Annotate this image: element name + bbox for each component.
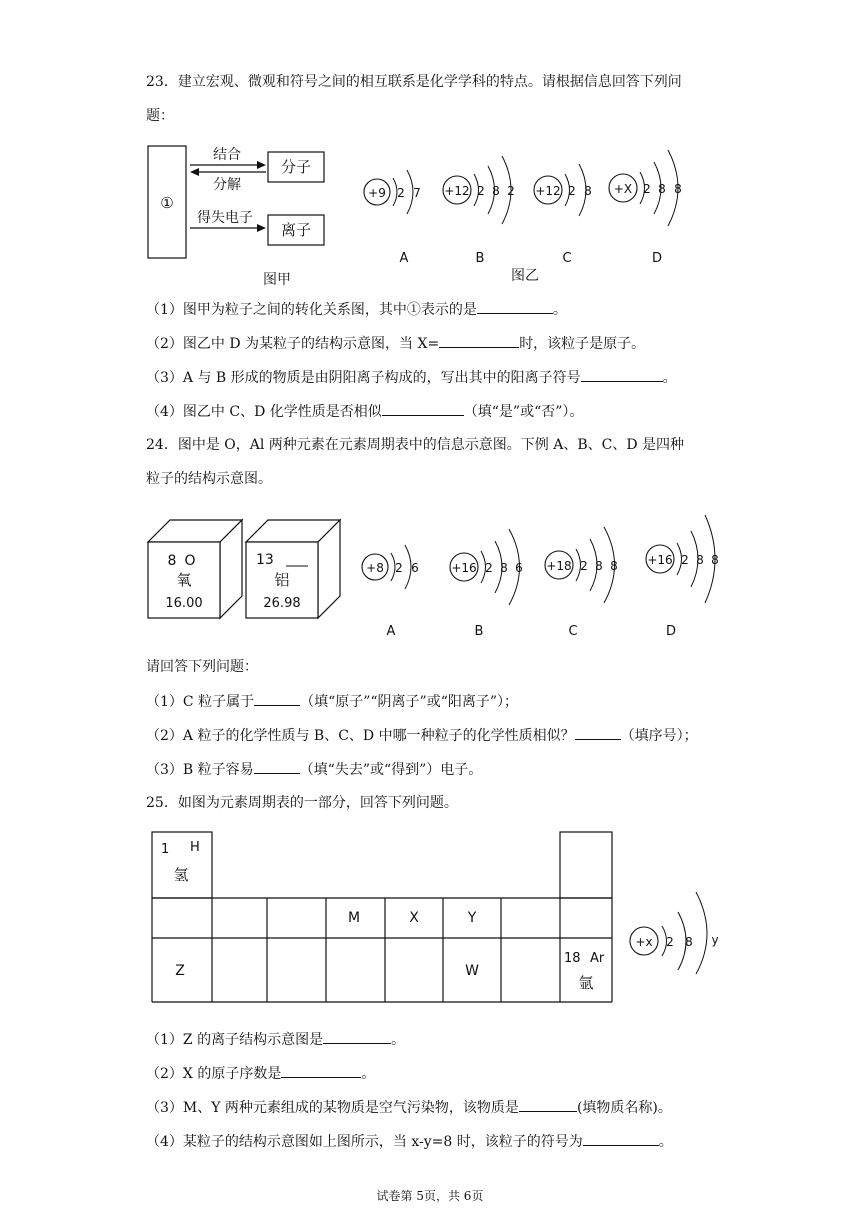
oxygen-mass: 16.00 (165, 596, 203, 611)
nucleus-b: +16 (451, 561, 477, 575)
shell-2: 8 (685, 935, 693, 949)
shell-c-2: 8 (584, 184, 592, 198)
q25-sub3: （3）M、Y 两种元素组成的某物质是空气污染物，该物质是 (填物质名称)。 (146, 1097, 672, 1118)
shell-a-1: 2 (397, 186, 405, 200)
answer-blank[interactable] (281, 1063, 361, 1078)
atom-diagram-d (609, 150, 682, 266)
nucleus-a: +8 (366, 561, 384, 575)
ar-symbol: Ar (590, 951, 605, 966)
q25-sub1: （1）Z 的离子结构示意图是 。 (146, 1029, 405, 1050)
shell-b-3: 2 (507, 184, 515, 198)
atom-diagram-c (545, 527, 618, 639)
q23-sub1: （1）图甲为粒子之间的转化关系图，其中①表示的是 。 (146, 299, 567, 320)
cell-y: Y (467, 910, 477, 926)
molecule-label: 分子 (280, 158, 312, 176)
q25-sub2: （2）X 的原子序数是 。 (146, 1063, 375, 1084)
h-symbol: H (190, 840, 200, 855)
answer-blank[interactable] (382, 401, 464, 416)
nucleus-b: +12 (444, 184, 470, 198)
fig-yi-caption: 图乙 (511, 268, 539, 284)
oxygen-number: 8 (167, 553, 177, 569)
shell-c-3: 8 (610, 559, 618, 573)
q24-stem-line2: 粒子的结构示意图。 (146, 471, 272, 487)
answer-blank[interactable] (583, 1131, 659, 1146)
label-c: C (568, 624, 578, 639)
shell-c-1: 2 (580, 559, 588, 573)
aluminum-mass: 26.98 (263, 596, 301, 611)
aluminum-number: 13 (256, 552, 274, 568)
label-b: B (475, 251, 485, 266)
figure-yi (355, 132, 695, 290)
answer-blank[interactable] (439, 333, 519, 348)
circle-label: ① (160, 194, 174, 212)
atom-diagram-a (362, 545, 419, 639)
shell-a-1: 2 (395, 561, 403, 575)
label-d: D (651, 251, 663, 266)
q25-stem: 25．如图为元素周期表的一部分，回答下列问题。 (146, 795, 458, 811)
aluminum-name: 铝 (274, 571, 290, 589)
q24-sub1: （1）C 粒子属于 （填“原子”“阴离子”或“阳离子”）； (146, 691, 518, 712)
answer-blank[interactable] (477, 299, 553, 314)
cell-z: Z (175, 963, 185, 979)
shell-d-3: 8 (674, 182, 682, 196)
ar-number: 18 (564, 951, 581, 966)
ion-label: 离子 (280, 221, 312, 239)
arrow-head-left (190, 168, 199, 176)
arrow-mid-label: 分解 (213, 177, 241, 193)
shell-a-2: 7 (413, 186, 421, 200)
figure-jia (140, 138, 345, 288)
shell-d-3: 8 (711, 553, 719, 567)
shell-a-2: 6 (411, 561, 419, 575)
element-tile-oxygen (148, 520, 242, 618)
q24-stem-line1: 24．图中是 O，Al 两种元素在元素周期表中的信息示意图。下例 A、B、C、D 是四种 (146, 437, 685, 453)
particle-diagrams-24 (355, 505, 725, 645)
atom-diagram-b (450, 529, 523, 639)
element-tiles (140, 512, 350, 622)
periodic-table-fragment (148, 828, 618, 1008)
nucleus-d: +16 (647, 553, 673, 567)
answer-blank[interactable] (519, 1097, 577, 1112)
answer-blank[interactable] (254, 691, 300, 706)
shell-b-3: 6 (515, 561, 523, 575)
shell-b-1: 2 (485, 561, 493, 575)
answer-blank[interactable] (323, 1029, 391, 1044)
page-footer: 试卷第 5页，共 6页 (376, 1189, 484, 1203)
oxygen-name: 氧 (176, 571, 192, 589)
label-c: C (562, 251, 572, 266)
shell-1: 2 (666, 935, 674, 949)
label-b: B (474, 624, 484, 639)
nucleus-c: +18 (546, 559, 572, 573)
atom-diagram-c (534, 164, 592, 266)
q24-sub2: （2）A 粒子的化学性质与 B、C、D 中哪一种粒子的化学性质相似？ （填序号）； (146, 725, 698, 746)
shell-d-2: 8 (696, 553, 704, 567)
fig-jia-caption: 图甲 (263, 272, 291, 288)
q23-sub3: （3）A 与 B 形成的物质是由阴阳离子构成的，写出其中的阳离子符号 。 (146, 367, 677, 388)
q23-sub4: （4）图乙中 C、D 化学性质是否相似 （填“是”或“否”）。 (146, 401, 583, 422)
nucleus-d: +X (613, 182, 633, 196)
h-name: 氢 (173, 866, 189, 884)
q23-stem-line1: 23．建立宏观、微观和符号之间的相互联系是化学学科的特点。请根据信息回答下列问 (146, 74, 682, 90)
cell-w: W (465, 963, 479, 979)
label-d: D (665, 624, 677, 639)
nucleus-x: +x (635, 935, 653, 949)
shell-c-2: 8 (595, 559, 603, 573)
cell-m: M (347, 910, 361, 926)
cell-x: X (409, 910, 419, 926)
arrow-top-label: 结合 (213, 147, 241, 163)
answer-blank[interactable] (581, 367, 663, 382)
q24-prompt: 请回答下列问题： (146, 659, 258, 675)
atom-diagram-b (443, 156, 515, 266)
atom-diagram-a (364, 170, 421, 266)
label-a: A (399, 251, 409, 266)
shell-b-1: 2 (477, 184, 485, 198)
nucleus-a: +9 (368, 186, 386, 200)
arrow-head-right-2 (257, 224, 266, 232)
q23-sub2: （2）图乙中 D 为某粒子的结构示意图，当 X= 时，该粒子是原子。 (146, 333, 645, 354)
shell-b-2: 8 (500, 561, 508, 575)
arrow-head-right (257, 161, 266, 169)
label-a: A (386, 624, 396, 639)
nucleus-c: +12 (535, 184, 561, 198)
oxygen-symbol: O (184, 553, 196, 569)
arrow-bottom-label: 得失电子 (197, 210, 253, 226)
answer-blank[interactable] (254, 759, 300, 774)
shell-d-1: 2 (643, 182, 651, 196)
q24-sub3: （3）B 粒子容易 （填“失去”或“得到”）电子。 (146, 759, 482, 780)
q25-sub4: （4）某粒子的结构示意图如上图所示，当 x-y=8 时，该粒子的符号为 。 (146, 1131, 673, 1152)
atom-diagram-d (646, 515, 719, 639)
h-number: 1 (161, 842, 170, 857)
atom-diagram-xy (622, 868, 732, 978)
shell-d-1: 2 (681, 553, 689, 567)
answer-blank[interactable] (575, 725, 621, 740)
element-tile-aluminum (246, 520, 340, 618)
ar-name: 氩 (578, 974, 594, 992)
shell-b-2: 8 (492, 184, 500, 198)
shell-3: y (711, 933, 719, 947)
q23-stem-line2: 题： (146, 108, 174, 124)
shell-c-1: 2 (568, 184, 576, 198)
shell-d-2: 8 (658, 182, 666, 196)
